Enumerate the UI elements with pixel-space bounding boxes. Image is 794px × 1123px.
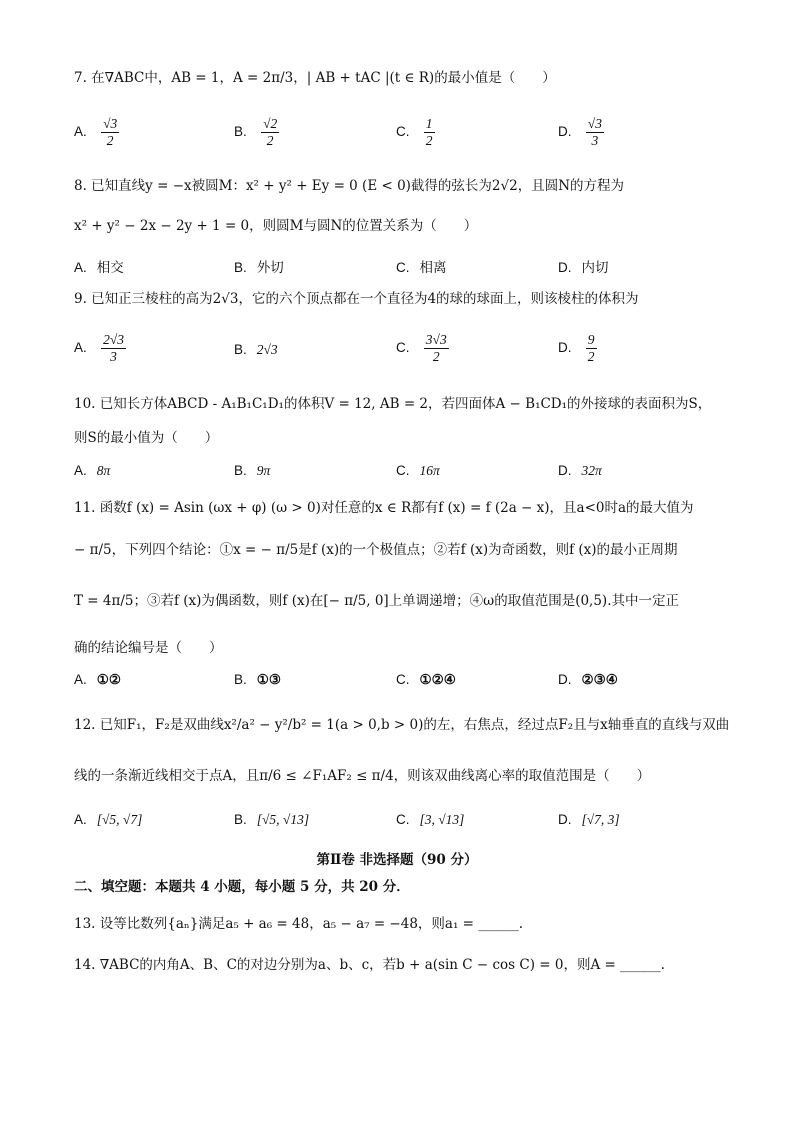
q13-stem: 13. 设等比数列{aₙ}满足a₅ + a₆ = 48，a₅ − a₇ = −48，则a₁ = ______. xyxy=(74,916,524,932)
q10-option-a: A. 8π xyxy=(74,463,111,478)
q12-stem-line2: 线的一条渐近线相交于点A，且π/6 ≤ ∠F₁AF₂ ≤ π/4，则该双曲线离心率的取值范围是（ ） xyxy=(74,768,651,784)
q7-option-c xyxy=(396,116,435,148)
q8-option-a: A. 相交 xyxy=(74,260,124,276)
fraction: $\frac{√2}{2}$ xyxy=(263,116,278,148)
q11-stem-line2: − π/5，下列四个结论：①x = − π/5是f (x)的一个极值点；②若f (x)为奇函数，则f (x)的最小正周期 xyxy=(74,542,678,558)
q10-option-d: D. 32π xyxy=(558,463,602,478)
q9-options xyxy=(74,332,734,372)
fraction: $\frac{√3}{3}$ xyxy=(587,116,602,148)
q9-option-c: C. $\frac{3√3}{2}$ xyxy=(396,332,447,364)
q11-stem-line3: T = 4π/5；③若f (x)为偶函数，则f (x)在[− π/5, 0]上单调递增；④ω的取值范围是(0,5).其中一定正 xyxy=(74,593,679,609)
q10-stem-line2: 则S的最小值为（ ） xyxy=(74,430,219,446)
option-label: A. xyxy=(74,123,87,139)
option-label: B. xyxy=(234,123,247,139)
fraction: $\frac{1}{2}$ xyxy=(425,116,433,148)
q11-option-a: A. ①② xyxy=(74,672,121,688)
q8-option-b: B. 外切 xyxy=(234,260,284,276)
q8-option-c: C. 相离 xyxy=(396,260,447,276)
q9-option-d: D. $\frac{9}{2}$ xyxy=(558,332,595,364)
q12-option-c: C. [3, √13] xyxy=(396,812,465,827)
q9-option-a: A. $\frac{2√3}{3}$ xyxy=(74,332,124,364)
fraction: $\frac{3√3}{2}$ xyxy=(425,332,447,364)
q14-stem: 14. ∇ABC的内角A、B、C的对边分别为a、b、c，若b + a(sin C − cos C) = 0，则A = ______. xyxy=(74,957,665,973)
q10-option-c: C. 16π xyxy=(396,463,440,478)
section-title: 第Ⅱ卷 非选择题（90 分） xyxy=(316,852,478,868)
q7-stem: 7. 在∇ABC中，AB = 1，A = 2π/3，| AB + tAC |(t ∈ R)的最小值是（ ） xyxy=(74,70,556,86)
q11-options xyxy=(74,672,734,712)
q12-option-a: A. [√5, √7] xyxy=(74,812,143,827)
q12-option-b: B. [√5, √13] xyxy=(234,812,310,827)
option-label: D. xyxy=(558,123,572,139)
q12-option-d: D. [√7, 3] xyxy=(558,812,620,827)
fraction: $\frac{9}{2}$ xyxy=(587,332,595,364)
q7-option-b xyxy=(234,116,279,148)
q7-option-d xyxy=(558,116,604,148)
q9-option-b: B. 2√3 xyxy=(234,342,278,357)
q10-option-b: B. 9π xyxy=(234,463,271,478)
q11-option-b: B. ①③ xyxy=(234,672,281,688)
q11-option-c: C. ①②④ xyxy=(396,672,456,688)
q8-options xyxy=(74,256,734,296)
q11-stem-line4: 确的结论编号是（ ） xyxy=(74,640,223,656)
q11-option-d: D. ②③④ xyxy=(558,672,618,688)
fraction: $\frac{2√3}{3}$ xyxy=(103,332,124,364)
q10-options xyxy=(74,463,734,503)
q7-option-a xyxy=(74,116,119,148)
q9-stem: 9. 已知正三棱柱的高为2√3，它的六个顶点都在一个直径为4的球的球面上，则该棱柱的体积为 xyxy=(74,291,639,307)
q12-options xyxy=(74,812,734,852)
part2-heading: 二、填空题：本题共 4 小题，每小题 5 分，共 20 分． xyxy=(74,879,410,895)
fraction: $\frac{√3}{2}$ xyxy=(103,116,118,148)
option-label: C. xyxy=(396,123,410,139)
q8-stem-line2: x² + y² − 2x − 2y + 1 = 0，则圆M与圆N的位置关系为（ ） xyxy=(74,218,478,234)
q7-options xyxy=(74,116,734,156)
q8-option-d: D. 内切 xyxy=(558,260,609,276)
q12-stem-line1: 12. 已知F₁，F₂是双曲线x²/a² − y²/b² = 1(a > 0,b > 0)的左，右焦点，经过点F₂且与x轴垂直的直线与双曲 xyxy=(74,717,730,733)
q8-stem-line1: 8. 已知直线y = −x被圆M：x² + y² + Ey = 0 (E < 0)截得的弦长为2√2，且圆N的方程为 xyxy=(74,178,625,194)
q10-stem-line1: 10. 已知长方体ABCD - A₁B₁C₁D₁的体积V = 12, AB = 2，若四面体A − B₁CD₁的外接球的表面积为S， xyxy=(74,396,712,412)
q11-stem-line1: 11. 函数f (x) = Asin (ωx + φ) (ω > 0)对任意的x ∈ R都有f (x) = f (2a − x)，且a<0时a的最大值为 xyxy=(74,500,694,516)
